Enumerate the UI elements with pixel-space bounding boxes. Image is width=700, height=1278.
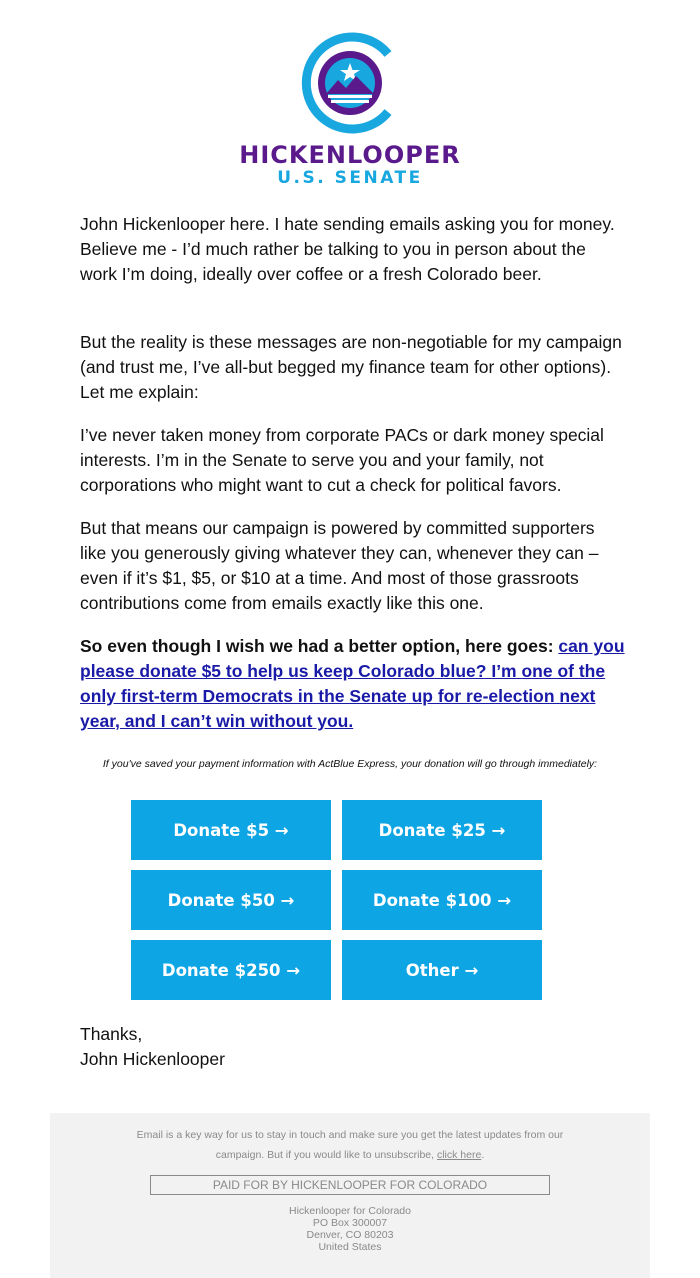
footer [50, 1113, 650, 1278]
footer-message-end: . [481, 1149, 485, 1161]
donate-5-button[interactable]: Donate $5 → [131, 800, 331, 860]
paid-for-disclaimer: PAID FOR BY HICKENLOOPER FOR COLORADO [150, 1175, 550, 1195]
address-line: Hickenlooper for Colorado [289, 1205, 411, 1217]
signoff [80, 1022, 225, 1072]
paragraph-ask [80, 634, 625, 734]
paragraph-intro: John Hickenlooper here. I hate sending emails asking you for money. Believe me - I’d much rather be talking to you in person about the work I’m doing, ideally over coffee or a fresh Colorado beer. [80, 214, 615, 284]
campaign-logo [0, 28, 700, 188]
address-line: United States [318, 1241, 382, 1253]
address-line: PO Box 300007 [312, 1217, 388, 1229]
mailing-address [50, 1205, 650, 1253]
footer-text [120, 1125, 580, 1165]
donate-50-button[interactable]: Donate $50 → [131, 870, 331, 930]
paragraph-reality: But the reality is these messages are non-negotiable for my campaign (and trust me, I’ve all-but begged my finance team for other options). Let me explain: [80, 332, 622, 402]
paragraph-grassroots: But that means our campaign is powered by committed supporters like you generously giving whatever they can, whenever they can – even if it’s $1, $5, or $10 at a time. And most of those grassroots contributions come from emails exactly like this one. [80, 518, 599, 613]
address-line: Denver, CO 80203 [306, 1229, 394, 1241]
logo-emblem-icon [300, 28, 400, 138]
donate-100-button[interactable]: Donate $100 → [342, 870, 542, 930]
unsubscribe-link[interactable]: click here [436, 1149, 482, 1161]
footer-message: Email is a key way for us to stay in touch and make sure you get the latest updates from our campaign. But if you would like to unsubscribe, [136, 1129, 564, 1161]
donate-other-button[interactable]: Other → [342, 940, 542, 1000]
actblue-express-note: If you've saved your payment information with ActBlue Express, your donation will go through immediately: [102, 758, 598, 770]
ask-lead: So even though I wish we had a better option, here goes: [80, 636, 559, 656]
donate-250-button[interactable]: Donate $250 → [131, 940, 331, 1000]
signoff-name: John Hickenlooper [80, 1049, 225, 1069]
signoff-thanks: Thanks, [80, 1024, 143, 1044]
logo-name: HICKENLOOPER [239, 141, 461, 169]
donate-25-button[interactable]: Donate $25 → [342, 800, 542, 860]
paragraph-no-pacs: I’ve never taken money from corporate PACs or dark money special interests. I’m in the Senate to serve you and your family, not corporations who might want to cut a check for political favors. [80, 425, 604, 495]
logo-subtitle: U.S. SENATE [277, 168, 423, 188]
donate-ask-link[interactable]: can you please donate $5 to help us keep Colorado blue? I’m one of the only first-term Democrats in the Senate up for re-election next year, and I can’t win without you. [80, 636, 625, 731]
